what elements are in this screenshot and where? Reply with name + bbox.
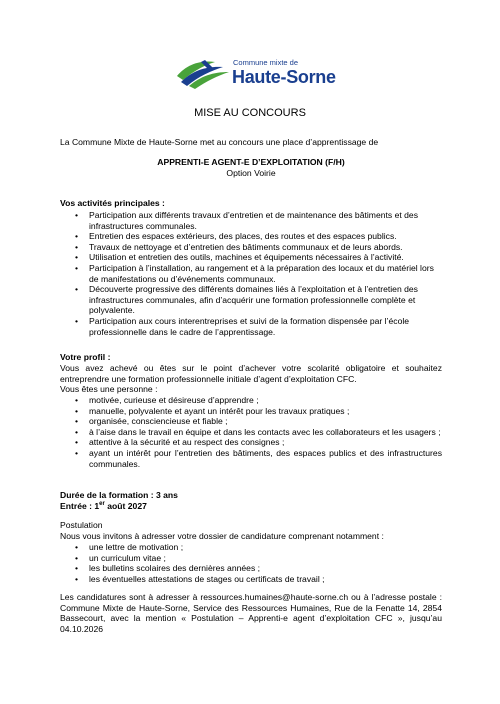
logo-name: Haute-Sorne [232, 67, 336, 87]
logo-mark-icon [175, 56, 233, 90]
profile-heading: Votre profil : [60, 352, 111, 362]
list-item: • une lettre de motivation ; [75, 542, 184, 552]
application-closing: Les candidatures sont à adresser à ressources.humaines@haute-sorne.ch ou à l’adresse postale : Commune Mixte de Haute-Sorne, Service des Ressources Humaines, Rue de la Fenatte 14, 2854 Bassecourt, avec la mention « Postulation – Apprenti-e agent d’exploitation CFC », jusqu’au 04.10.2026 [60, 592, 442, 634]
list-item: • Utilisation et entretien des outils, machines et équipements nécessaires à l’activité. [75, 252, 404, 263]
list-item: • organisée, consciencieuse et fiable ; [75, 416, 228, 427]
list-item: • Participation aux différents travaux d’entretien et de maintenance des bâtiments et des infrastructures communales. [75, 210, 418, 231]
profile-list [75, 395, 442, 469]
intro-text: La Commune Mixte de Haute-Sorne met au concours une place d’apprentissage de [60, 137, 379, 147]
commune-logo [175, 56, 340, 96]
activities-heading: Vos activités principales : [60, 198, 165, 208]
list-item: • motivée, curieuse et désireuse d’apprendre ; [75, 395, 259, 405]
page-title: MISE AU CONCOURS [194, 107, 306, 119]
list-item: • Travaux de nettoyage et d’entretien des bâtiments communaux et de leurs abords. [75, 241, 403, 252]
list-item: • les éventuelles attestations de stages ou certificats de travail ; [75, 573, 325, 584]
list-item: • manuelle, polyvalente et ayant un intérêt pour les travaux pratiques ; [75, 405, 350, 416]
list-item: • Participation aux cours interentreprises et suivi de la formation dispensée par l’école professionnelle dans le cadre de l’apprentissage. [75, 315, 410, 337]
application-text: Nous vous invitons à adresser votre dossier de candidature comprenant notamment : [60, 531, 384, 541]
list-item: • ayant un intérêt pour l’entretien des bâtiments, des espaces publics et des infrastructures communales. [75, 447, 442, 469]
training-duration: Durée de la formation : 3 ans [60, 490, 178, 500]
list-item: • Entretien des espaces extérieurs, des places, des routes et des espaces publics. [75, 231, 397, 242]
profile-lead: Vous êtes une personne : [60, 384, 158, 394]
training-entry: Entrée : 1er août 2027 [60, 501, 147, 511]
list-item: • Participation à l’installation, au rangement et à la préparation des locaux et du matériel lors de manifestations ou d’événements communaux. [75, 262, 434, 284]
list-item: • Découverte progressive des différents domaines liés à l’exploitation et à l’entretien des infrastructures communales, afin d’acquérir une formation professionnelle complète et polyvalente. [75, 284, 418, 316]
list-item: • un curriculum vitae ; [75, 552, 166, 563]
list-item: • les bulletins scolaires des dernières années ; [75, 563, 261, 574]
list-item: • attentive à la sécurité et au respect des consignes ; [75, 437, 285, 448]
application-heading: Postulation [60, 520, 103, 530]
position-option: Option Voirie [226, 168, 276, 178]
profile-text: Vous avez achevé ou êtes sur le point d’achever votre scolarité obligatoire et souhaitez entreprendre une formation professionnelle initiale d’agent d’exploitation CFC. [60, 363, 442, 384]
list-item: • à l’aise dans le travail en équipe et dans les contacts avec les collaborateurs et les usagers ; [75, 426, 441, 437]
activities-list [75, 210, 442, 337]
logo-subtitle: Commune mixte de [233, 58, 299, 67]
application-list [75, 542, 442, 584]
position-title: APPRENTI-E AGENT-E D’EXPLOITATION (F/H) [157, 157, 345, 167]
